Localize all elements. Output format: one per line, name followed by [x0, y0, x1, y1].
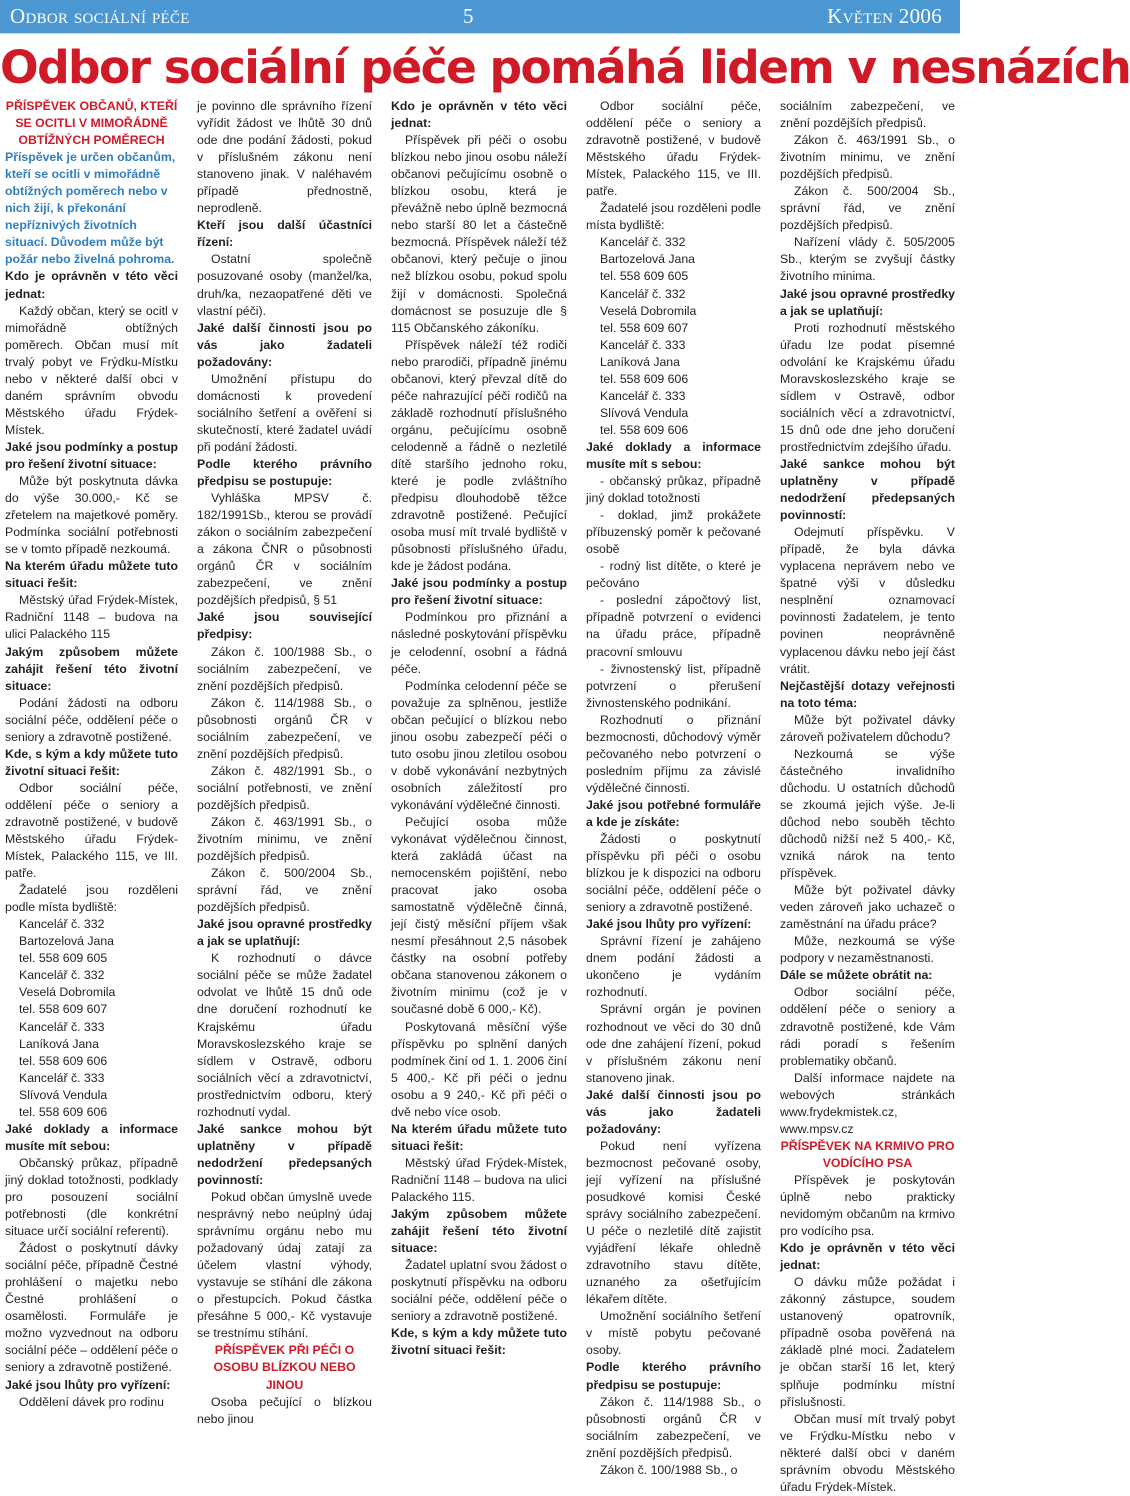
contact-line: tel. 558 609 607 [19, 1002, 108, 1017]
section-heading: Jaké jsou opravné prostředky a jak se uplatňují: [197, 917, 372, 949]
paragraph: - poslední zápočtový list, případně potvrzení o evidenci na úřadu práce, případně pracovní smlouvu [586, 593, 761, 659]
section-heading: Na kterém úřadu můžete tuto situaci řešit: [391, 1121, 567, 1153]
page-number: 5 [463, 4, 474, 28]
paragraph: Žádosti o poskytnutí příspěvku při péči o osobu blízkou je k dispozici na odboru sociální péče, oddělení péče o seniory a zdravotně postižené. [586, 832, 761, 915]
paragraph: Správní orgán je povinen rozhodnout ve věci do 30 dnů ode dne zahájení řízení, pokud v příslušném zákonu není stanoveno jinak. [586, 1002, 761, 1085]
section-heading: Kteří jsou další účastníci řízení: [197, 218, 372, 250]
contact-line: Kancelář č. 333 [600, 388, 686, 403]
red-heading: PŘÍSPĚVEK NA KRMIVO PRO VODÍCÍHO PSA [780, 1138, 955, 1170]
section-heading: Jaké sankce mohou být uplatněny v případě nedodržení předepsaných povinností: [780, 456, 955, 523]
paragraph: Správní řízení je zahájeno dnem podání žádosti a ukončeno je vydáním rozhodnutí. [586, 934, 761, 1000]
section-heading: Jakým způsobem můžete zahájit řešení této životní situace: [391, 1207, 567, 1256]
section-heading: Jaké jsou související předpisy: [197, 610, 372, 642]
article-column-4 [586, 98, 761, 1477]
article-headline: Odbor sociální péče pomáhá lidem v nesnázích [0, 41, 1130, 94]
paragraph: Může být poživatel dávky zároveň poživatelem důchodu? [780, 712, 955, 744]
paragraph: je povinno dle správního řízení vyřídit žádost ve lhůtě 30 dnů ode dne podání žádosti, pokud v příslušném zákonu není stanoveno jinak. V naléhavém případě přednostně, neprodleně. [197, 99, 372, 216]
section-heading: Jaké jsou podmínky a postup pro řešení životní situace: [391, 576, 567, 608]
paragraph: - doklad, jimž prokážete příbuzenský poměr k pečované osobě [586, 508, 761, 557]
paragraph: Odbor sociální péče, oddělení péče o seniory a zdravotně postižené, v budově Městského úřadu Frýdek-Místek, Palackého 115, ve III. patře. [586, 99, 761, 199]
contact-line: tel. 558 609 605 [600, 269, 689, 284]
contact-line: Bartozelová Jana [600, 252, 696, 267]
article-column-5 [780, 98, 955, 1494]
paragraph: Zákon č. 463/1991 Sb., o životním minimu, ve znění pozdějších předpisů. [780, 133, 955, 182]
contact-line: tel. 558 609 606 [19, 1104, 108, 1119]
section-heading: Jaké doklady a informace musíte mít sebou: [5, 1121, 178, 1153]
paragraph: Podmínka celodenní péče se považuje za splněnou, jestliže občan pečující o blízkou nebo jinou osobu zabezpečí péči o tuto osobu jinou zletilou osobou v době vykonávání nezbytných osobních záležitostí pro vykonávání výdělečné činnosti. [391, 678, 567, 812]
contact-line: Kancelář č. 332 [600, 286, 686, 301]
contact-line: tel. 558 609 606 [19, 1053, 108, 1068]
paragraph: Zákon č. 114/1988 Sb., o působnosti orgánů ČR v sociálním zabezpečení, ve znění pozdějších předpisů. [586, 1394, 761, 1460]
contact-line: Laníková Jana [19, 1036, 99, 1051]
paragraph: Rozhodnutí o přiznání bezmocnosti, důchodový výměr pečovaného nebo potvrzení o posledním příjmu za závislé výdělečné činnosti. [586, 712, 761, 795]
contact-line: Kancelář č. 332 [19, 917, 105, 932]
paragraph: Může, nezkoumá se výše podpory v nezaměstnanosti. [780, 934, 955, 966]
paragraph: Odbor sociální péče, oddělení péče o seniory a zdravotně postižené, v budově Městského úřadu Frýdek-Místek, Palackého 115, ve III. patře. [5, 780, 178, 881]
red-heading: PŘÍSPĚVEK OBČANŮ, KTEŘÍ SE OCITLI V MIMOŘÁDNĚ OBTÍŽNÝCH POMĚRECH [5, 99, 178, 148]
contact-line: Kancelář č. 332 [19, 968, 105, 983]
section-heading: Jaké jsou podmínky a postup pro řešení životní situace: [5, 439, 178, 471]
contact-line: Veselá Dobromila [19, 985, 116, 1000]
paragraph: Další informace najdete na webových stránkách www.frydekmistek.cz, www.mpsv.cz [780, 1070, 955, 1136]
paragraph: Může být poskytnuta dávka do výše 30.000,- Kč se zřetelem na majetkové poměry. Podmínka sociální potřebnosti se v tomto případě nezkoumá. [5, 474, 178, 557]
paragraph: - rodný list dítěte, o které je pečováno [586, 559, 761, 591]
paragraph: Umožnění přístupu do domácnosti k provedení sociálního šetření a ověření si skutečností, které žadatel uvádí při podání žádosti. [197, 371, 372, 454]
section-heading: Jaké sankce mohou být uplatněny v případě nedodržení předepsaných povinností: [197, 1121, 372, 1187]
paragraph: Zákon č. 463/1991 Sb., o životním minimu, ve znění pozdějších předpisů. [197, 814, 372, 864]
paragraph: sociálním zabezpečení, ve znění pozdějších předpisů. [780, 99, 955, 131]
article-column-2 [197, 98, 372, 1426]
paragraph: Zákon č. 482/1991 Sb., o sociální potřebnosti, ve znění pozdějších předpisů. [197, 763, 372, 812]
paragraph: Zákon č. 100/1988 Sb., o [600, 1462, 738, 1477]
paragraph: Zákon č. 500/2004 Sb., správní řád, ve znění pozdějších předpisů. [197, 866, 372, 915]
paragraph: Vyhláška MPSV č. 182/1991Sb., kterou se provádí zákon o sociálním zabezpečení a zákona ČNR o působnosti orgánů ČR v sociálním zabezpečení, ve znění pozdějších předpisů, § 51 [197, 491, 372, 608]
paragraph: Každý občan, který se ocitl v mimořádně obtížných poměrech. Občan musí mít trvalý pobyt ve Frýdku-Místku nebo v některé další obci v daném správním obvodu Městského úřadu Frýdek-Místek. [5, 303, 178, 437]
section-heading: Nejčastější dotazy veřejnosti na toto téma: [780, 678, 955, 710]
paragraph: Žadatel uplatní svou žádost o poskytnutí příspěvku na odboru sociální péče, oddělení péče o seniory a zdravotně postižené. [391, 1258, 567, 1324]
lead-paragraph: Příspěvek je určen občanům, kteří se ocitli v mimořádně obtížných poměrech nebo v nich žijí, k překonání nepříznivých životních situací. Důvodem může být požár nebo živelná pohroma. [5, 150, 176, 267]
contact-line: Kancelář č. 333 [19, 1070, 105, 1085]
section-heading: Jaké jsou opravné prostředky a jak se uplatňují: [780, 286, 955, 318]
paragraph: Městský úřad Frýdek-Místek, Radniční 1148 – budova na ulici Palackého 115. [391, 1155, 567, 1204]
contact-line: tel. 558 609 606 [600, 422, 689, 437]
paragraph: Žádost o poskytnutí dávky sociální péče, případně Čestné prohlášení o majetku nebo Čestné prohlášení o osamělosti. Formuláře je možno vyzvednout na odboru sociální péče – oddělení péče o seniory a zdravotně postižené. [5, 1241, 178, 1375]
contact-line: tel. 558 609 607 [600, 320, 689, 335]
paragraph: Příspěvek je poskytován úplně nebo prakticky nevidomým občanům na krmivo pro vodícího psa. [780, 1172, 955, 1239]
section-heading: Podle kterého právního předpisu se postupuje: [586, 1360, 761, 1392]
paragraph: Občanský průkaz, případně jiný doklad totožnosti, podklady pro posouzení sociální potřebnosti (dle konkrétní situace určí sociální referenti). [5, 1155, 178, 1239]
paragraph: - občanský průkaz, případně jiný doklad totožnosti [586, 474, 761, 506]
section-heading: Jaké další činnosti jsou po vás jako žadateli požadovány: [586, 1087, 761, 1136]
paragraph: K rozhodnutí o dávce sociální péče se může žadatel odvolat ve lhůtě 15 dnů ode dne doručení rozhodnutí ke Krajskému úřadu Moravskoslezského kraje se sídlem v Ostravě, odboru sociálních věcí a zdravotnictví, prostřednictvím odboru, který rozhodnutí vydal. [197, 951, 372, 1119]
section-heading: Jaké doklady a informace musíte mít s sebou: [586, 439, 761, 471]
section-heading: Kde, s kým a kdy můžete tuto životní situaci řešit: [5, 746, 178, 778]
contact-line: tel. 558 609 605 [19, 951, 108, 966]
section-heading: Jaké další činnosti jsou po vás jako žadateli požadovány: [197, 320, 372, 369]
contact-line: Slívová Vendula [19, 1087, 108, 1102]
paragraph: - živnostenský list, případně potvrzení o přerušení živnostenského podnikání. [586, 661, 761, 710]
paragraph: Umožnění sociálního šetření v místě pobytu pečované osoby. [586, 1309, 761, 1358]
section-name: Odbor sociální péče [10, 4, 190, 28]
paragraph: Proti rozhodnutí městského úřadu lze podat písemné odvolání ke Krajskému úřadu Moravskoslezského kraje se sídlem v Ostravě, odbor sociálních věcí a zdravotnictví, 15 dnů ode dne jeho doručení prostřednictvím zdejšího úřadu. [780, 320, 955, 454]
paragraph: Odejmutí příspěvku. V případě, že byla dávka vyplacena neprávem nebo ve špatné výši v důsledku nesplnění oznamovací povinnosti žadatelem, je tento povinen neoprávněně vyplacenou dávku nebo její část vrátit. [780, 525, 955, 676]
article-column-1 [5, 98, 178, 1409]
section-heading: Dále se můžete obrátit na: [780, 968, 933, 983]
paragraph: Oddělení dávek pro rodinu [19, 1394, 164, 1409]
paragraph: Příspěvek při péči o osobu blízkou nebo jinou osobu náleží občanovi pečujícímu osobně o blízkou osobu, která je převážně nebo úplně bezmocná nebo starší 80 let a částečně bezmocná. Příspěvek náleží též občanovi, který pečuje o jinou než blízkou osobu, pokud spolu žijí v domácnosti. Společná domácnost se posuzuje dle § 115 Občanského zákoníku. [391, 133, 567, 335]
paragraph: Žadatelé jsou rozděleni podle místa bydliště: [586, 201, 761, 233]
section-heading: Kde, s kým a kdy můžete tuto životní situaci řešit: [391, 1326, 567, 1358]
contact-line: Laníková Jana [600, 354, 680, 369]
section-heading: Kdo je oprávněn v této věci jednat: [5, 269, 178, 301]
contact-line: Slívová Vendula [600, 405, 689, 420]
paragraph: Žadatelé jsou rozděleni podle místa bydliště: [5, 883, 178, 915]
paragraph: Zákon č. 100/1988 Sb., o sociálním zabezpečení, ve znění pozdějších předpisů. [197, 644, 372, 693]
section-heading: Na kterém úřadu můžete tuto situaci řešit: [5, 559, 178, 591]
paragraph: Ostatní společně posuzované osoby (manžel/ka, druh/ka, nezaopatřené děti ve vlastní péči). [197, 252, 372, 318]
paragraph: Poskytovaná měsíční výše příspěvku po splnění daných podmínek činí od 1. 1. 2006 činí 5 400,- Kč při péči o jednu osobu a 9 240,- Kč při péči o dvě nebo více osob. [391, 1019, 567, 1119]
article-column-3 [391, 98, 567, 1366]
paragraph: Osoba pečující o blízkou nebo jinou [197, 1394, 372, 1426]
paragraph: Odbor sociální péče, oddělení péče o seniory a zdravotně postižené, kde Vám rádi poradí s řešením problematiky občanů. [780, 985, 955, 1068]
paragraph: Pokud není vyřízena bezmocnost pečované osoby, její vyřízení na příslušné posudkové komisi České správy sociálního zabezpečení. U péče o nezletilé dítě zajistit vyjádření lékaře ohledně zdravotního stavu dítěte, uznaného za ošetřujícím lékařem dítěte. [586, 1138, 761, 1307]
contact-line: Kancelář č. 333 [19, 1019, 105, 1034]
section-heading: Jaké jsou potřebné formuláře a kde je získáte: [586, 797, 761, 829]
section-heading: Jaké jsou lhůty pro vyřízení: [5, 1377, 171, 1392]
section-heading: Kdo je oprávněn v této věci jednat: [780, 1241, 955, 1273]
paragraph: Občan musí mít trvalý pobyt ve Frýdku-Místku nebo v některé další obci v daném správním obvodu Městského úřadu Frýdek-Místek. [780, 1411, 955, 1494]
contact-line: Kancelář č. 333 [600, 337, 686, 352]
section-heading: Podle kterého právního předpisu se postupuje: [197, 456, 372, 489]
paragraph: Zákon č. 114/1988 Sb., o působnosti orgánů ČR v sociálním zabezpečení, ve znění pozdějších předpisů. [197, 695, 372, 761]
section-heading: Jakým způsobem můžete zahájit řešení této životní situace: [5, 644, 178, 693]
red-heading: PŘÍSPĚVEK PŘI PÉČI O OSOBU BLÍZKOU NEBO JINOU [213, 1343, 356, 1392]
paragraph: Podmínkou pro přiznání a následné poskytování příspěvku je celodenní, osobní a řádná péče. [391, 610, 567, 676]
contact-line: Veselá Dobromila [600, 303, 697, 318]
paragraph: Zákon č. 500/2004 Sb., správní řád, ve znění pozdějších předpisů. [780, 184, 955, 233]
paragraph: Podání žádosti na odboru sociální péče, oddělení péče o seniory a zdravotně postižené. [5, 695, 178, 744]
paragraph: Příspěvek náleží též rodiči nebo prarodiči, případně jinému občanovi, který převzal dítě do péče nahrazující péči rodičů na základě rozhodnutí příslušného orgánu, pečujícímu osobně celodenně a řádně o nezletilé dítě staršího jednoho roku, které je podle zvláštního předpisu dlouhodobě těžce zdravotně postižené. Pečující osoba musí mít trvalé bydliště v působnosti příslušného úřadu, kde je žádost podána. [391, 337, 567, 574]
issue-date: Květen 2006 [827, 4, 942, 28]
paragraph: Nařízení vlády č. 505/2005 Sb., kterým se zvyšují částky životního minima. [780, 235, 955, 284]
paragraph: Městský úřad Frýdek-Místek, Radniční 1148 – budova na ulici Palackého 115 [5, 593, 178, 642]
page-header-bar [0, 0, 960, 34]
section-heading: Jaké jsou lhůty pro vyřízení: [586, 917, 752, 932]
paragraph: O dávku může požádat i zákonný zástupce, soudem ustanovený opatrovník, případně osoba pověřená na základě plné moci. Žadatelem je občan starší 16 let, který splňuje podmínku místní příslušnosti. [780, 1275, 955, 1409]
paragraph: Může být poživatel dávky veden zároveň jako uchazeč o zaměstnání na úřadu práce? [780, 883, 955, 932]
contact-line: tel. 558 609 606 [600, 371, 689, 386]
contact-line: Kancelář č. 332 [600, 235, 686, 250]
paragraph: Nezkoumá se výše částečného invalidního důchodu. U ostatních důchodů se zkoumá jejich výše. Je-li důchod nebo souběh těchto důchodů nižší než 5 400,- Kč, vzniká nárok na tento příspěvek. [780, 746, 955, 881]
contact-line: Bartozelová Jana [19, 934, 115, 949]
section-heading: Kdo je oprávněn v této věci jednat: [391, 99, 567, 131]
paragraph: Pokud občan úmyslně uvede nesprávný nebo neúplný údaj správnímu orgánu nebo mu požadovaný údaj zatají za účelem vlastní výhody, vystavuje se stíhání dle zákona o přestupcích. Pokud částka přesáhne 5 000,- Kč vystavuje se trestnímu stíhání. [197, 1190, 372, 1341]
paragraph: Pečující osoba může vykonávat výdělečnou činnost, která zakládá účast na nemocenském pojištění, nebo pracovat jako osoba samostatně výdělečně činná, její čistý měsíční příjem však nesmí přesáhnout 2,5 násobek částky na osobní potřeby občana stanovenou zákonem o životním minimu (což je v současné době 6 000,- Kč). [391, 814, 567, 1017]
